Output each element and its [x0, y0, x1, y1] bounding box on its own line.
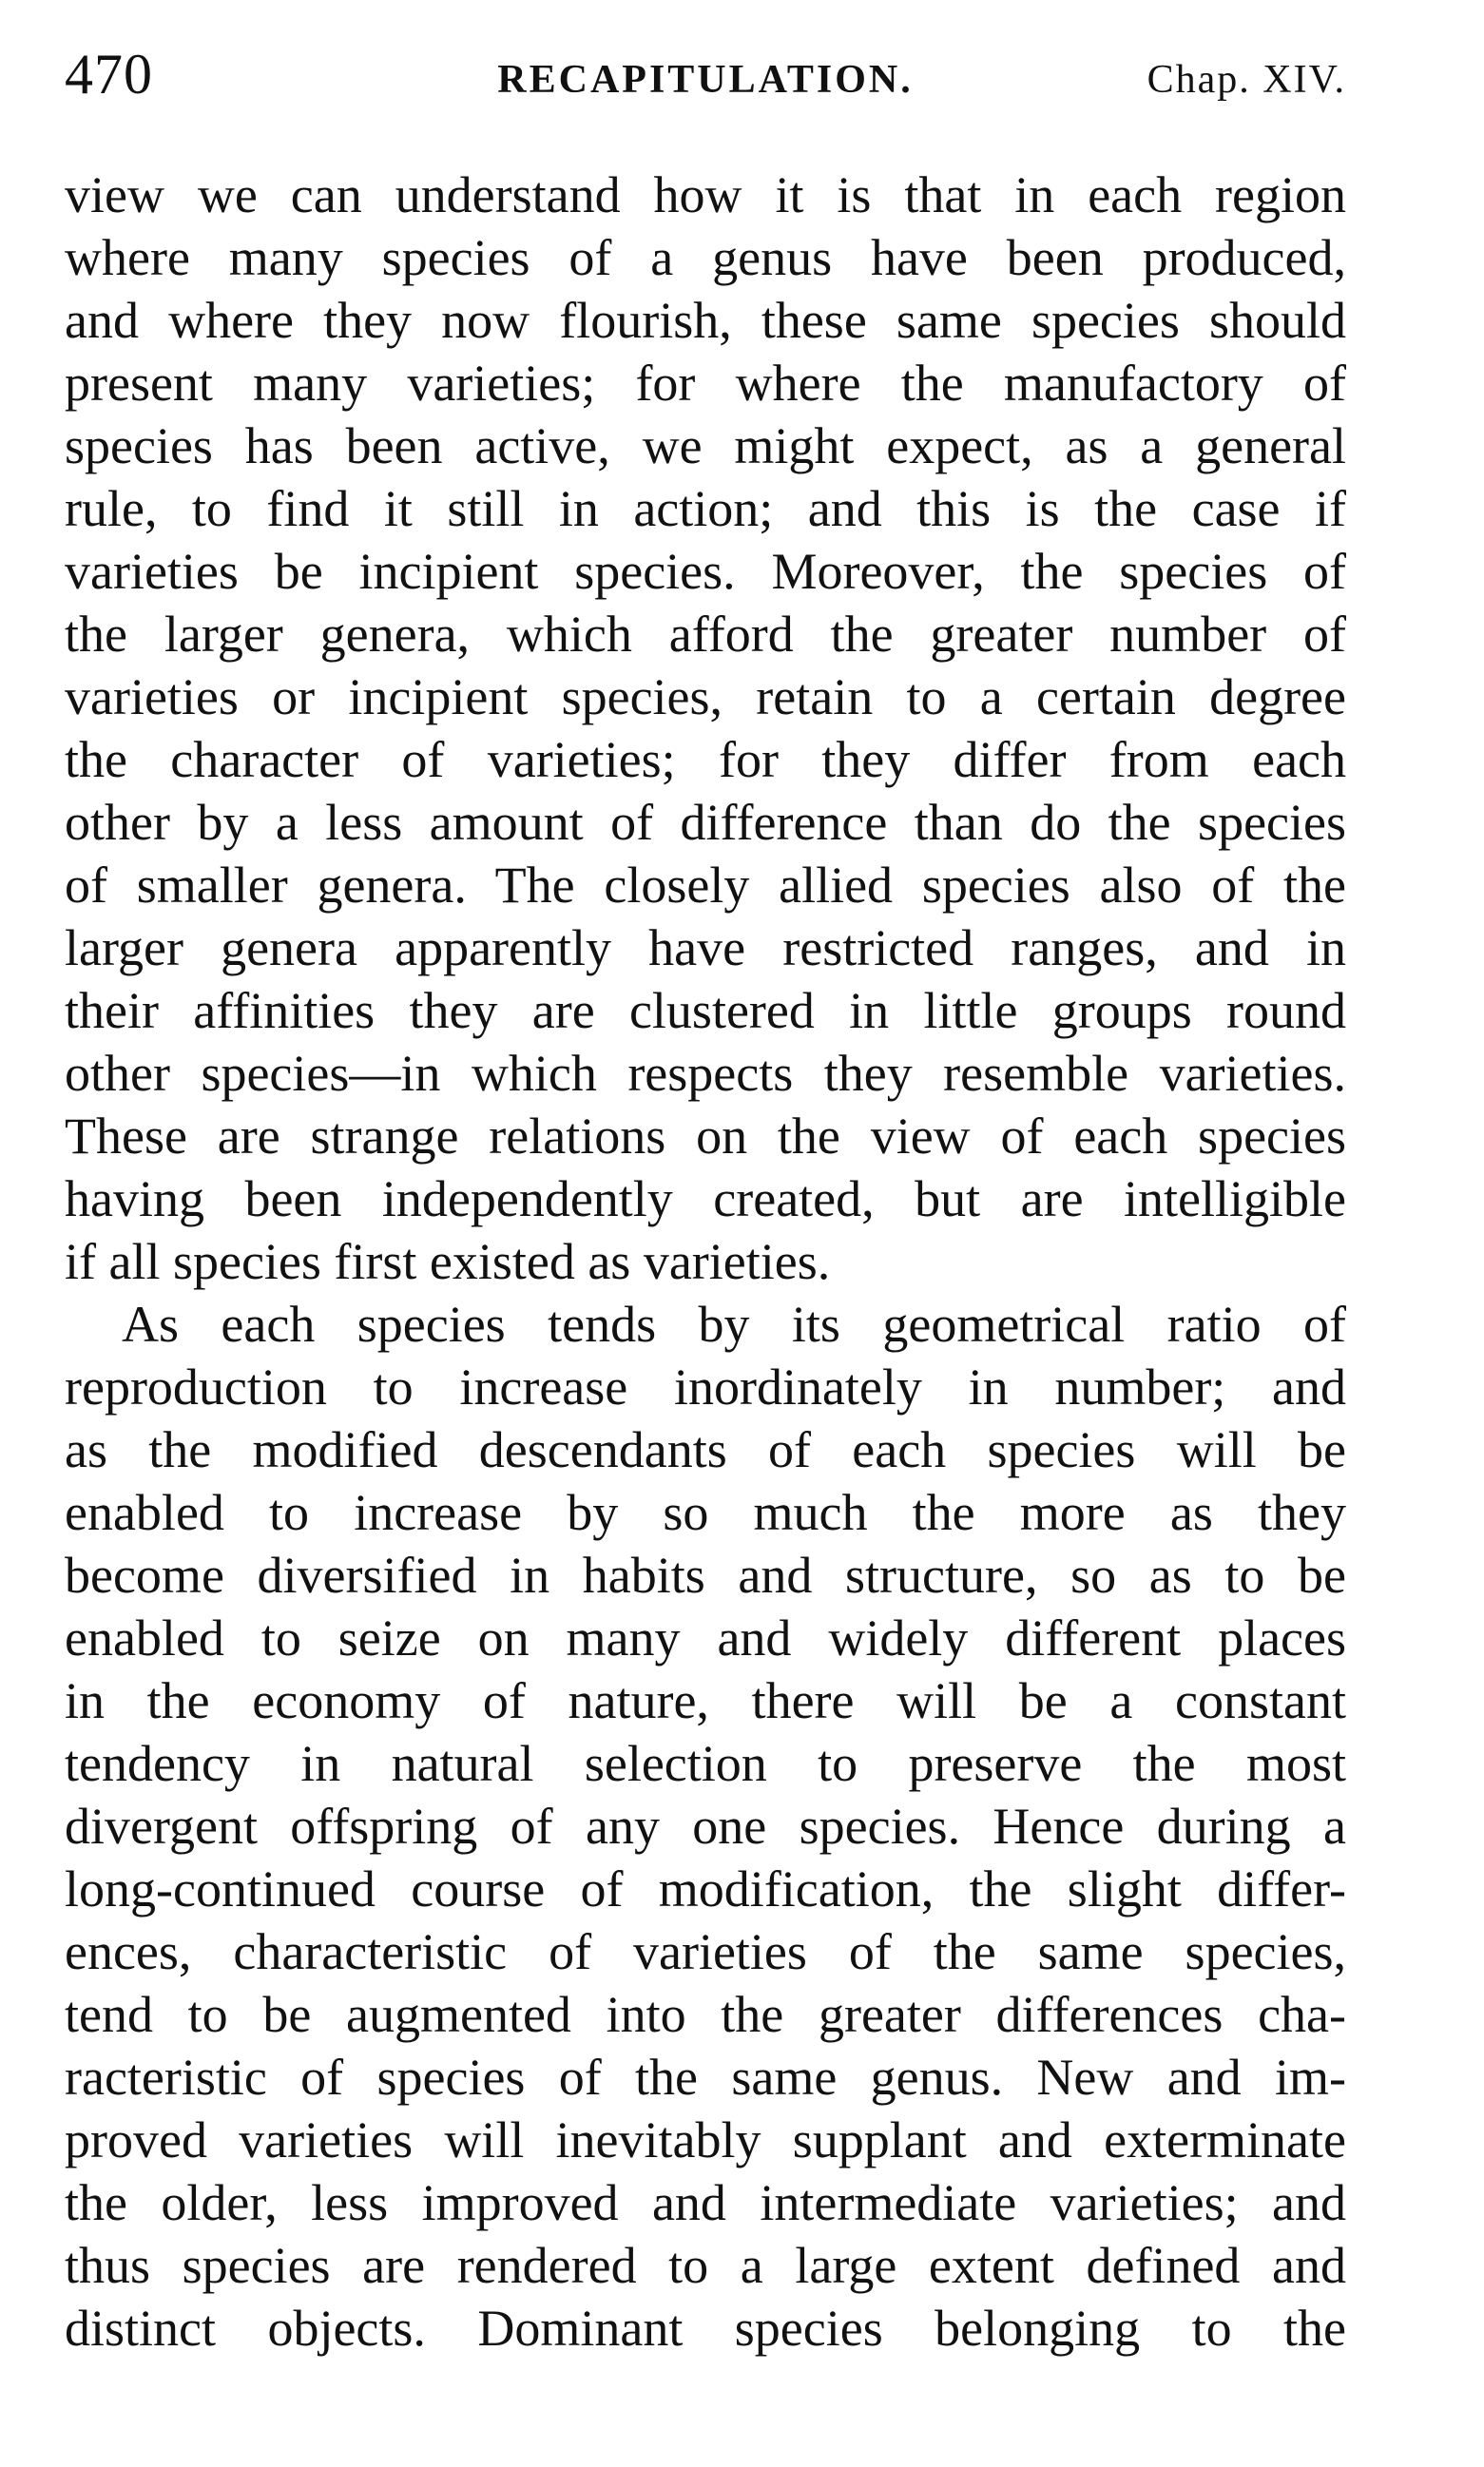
text-line: of smaller genera. The closely allied species also of the: [65, 857, 1346, 914]
text-line: As each species tends by its geometrical ratio of: [122, 1296, 1346, 1353]
text-line: These are strange relations on the view of each species: [65, 1108, 1346, 1165]
text-line: reproduction to increase inordinately in number; and: [65, 1359, 1346, 1416]
text-line: racteristic of species of the same genus. New and im-: [65, 2049, 1346, 2106]
text-line: having been independently created, but are intelligible: [65, 1170, 1346, 1227]
text-line: and where they now flourish, these same species should: [65, 292, 1346, 349]
text-line: divergent offspring of any one species. Hence during a: [65, 1798, 1346, 1855]
text-line: species has been active, we might expect, as a general: [65, 417, 1346, 474]
text-line: proved varieties will inevitably supplant and exterminate: [65, 2111, 1346, 2168]
page-number: 470: [65, 43, 153, 106]
text-line: larger genera apparently have restricted ranges, and in: [65, 919, 1346, 976]
text-line: the older, less improved and intermediate varieties; and: [65, 2174, 1346, 2231]
text-line: long-continued course of modification, the slight differ-: [65, 1860, 1346, 1918]
text-line: tendency in natural selection to preserve the most: [65, 1735, 1346, 1792]
text-line: other by a less amount of difference than do the species: [65, 794, 1346, 851]
body-text: [65, 164, 1346, 2360]
paragraph-2: [65, 1293, 1346, 2360]
text-line: other species—in which respects they resemble varieties.: [65, 1045, 1346, 1102]
text-line: tend to be augmented into the greater differences cha-: [65, 1986, 1346, 2043]
running-title: RECAPITULATION.: [497, 58, 914, 102]
text-line: rule, to find it still in action; and this is the case if: [65, 480, 1346, 537]
text-line: become diversified in habits and structure, so as to be: [65, 1547, 1346, 1604]
text-line: the larger genera, which afford the greater number of: [65, 606, 1346, 663]
chapter-label: Chap. XIV.: [1147, 58, 1346, 102]
text-line: where many species of a genus have been produced,: [65, 229, 1346, 286]
text-line: if all species first existed as varieties.: [65, 1233, 831, 1290]
text-line: distinct objects. Dominant species belonging to the: [65, 2300, 1346, 2357]
text-line: as the modified descendants of each species will be: [65, 1421, 1346, 1478]
running-head: [65, 36, 1346, 112]
text-line: their affinities they are clustered in little groups round: [65, 982, 1346, 1039]
text-line: the character of varieties; for they differ from each: [65, 731, 1346, 788]
text-line: varieties be incipient species. Moreover, the species of: [65, 543, 1346, 600]
text-line: in the economy of nature, there will be a constant: [65, 1672, 1346, 1729]
text-line: thus species are rendered to a large extent defined and: [65, 2237, 1346, 2294]
text-line: varieties or incipient species, retain to a certain degree: [65, 668, 1346, 725]
paragraph-1: [65, 164, 1346, 1293]
text-line: enabled to increase by so much the more as they: [65, 1484, 1346, 1541]
text-line: enabled to seize on many and widely different places: [65, 1609, 1346, 1667]
text-line: ences, characteristic of varieties of the same species,: [65, 1923, 1346, 1980]
text-line: present many varieties; for where the manufactory of: [65, 355, 1346, 412]
text-line: view we can understand how it is that in each region: [65, 166, 1346, 223]
